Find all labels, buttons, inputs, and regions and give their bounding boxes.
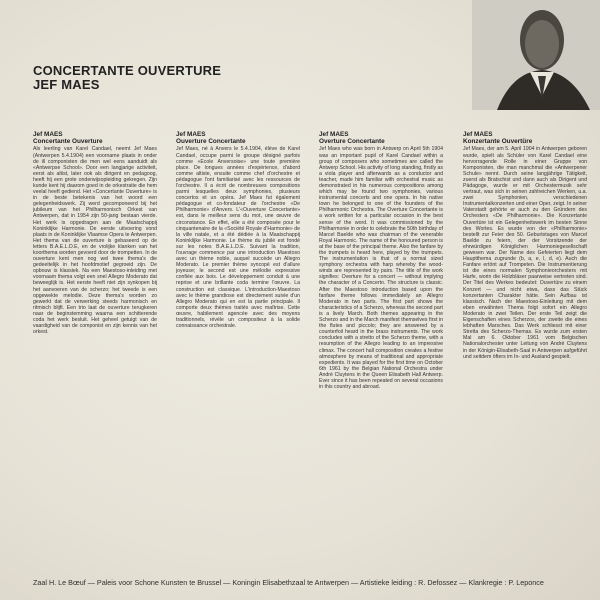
column-french [176,131,300,571]
column-german [463,131,587,566]
column-work-title: Ouverture Concertante [176,138,246,146]
column-body-text: Jef Maes who was born in Antwerp on April 5th 1904 was an important pupil of Karel Candael within a group of composers who sometimes are called the Antwerp School. His activity of long standing, firstly as a viola player and afterwards as a conductor and teacher, made him familiar with orchestral music as demonstrated in his numerous compositions among which may be found two symphonies, various instrumental concerts and one opera. In his native town he belonged to one of the founders of the Philharmonic Orchestra. The Overture Concertante is a work written for a particular occasion in the best sense of the word. It was commissioned by the Philharmonie in order to celebrate the 50th birthday of Marcel Baelde who was chairman of the venerable Royal Harmonic. The name of the honoured person is at the base of the principal theme. Also the fanfare by the trumpets is heard here, played by the trumpets. The instrumentation is that of a normal sized symphony orchestra with harp whereby the wood-winds are represented by pairs. The title of the work signifies: Overture for a concert — without implying the character of a Concerto. The structure is classic. After the Maestoso introduction based upon the fanfare theme follows immediately an Allegro Moderato in two parts. The first part shows the characteristics of a Scherzo, whereas the second part is a lively March. Both themes appearing in the Scherzo and in the March manifest themselves first in the flutes and piccolo; they are answered by a counterfoil heard in the brass instruments. The work concludes with a stretto of the Scherzo theme, with a resumption of the Allegro leading to an impressive climax. The concert hall composition creates a festive atmosphere by means of traditional and appropriate expedients. It was played for the first time on October 6th 1961 by the Belgian National Orchestra under André Cluytens in the Queen Elisabeth Hall Antwerp. Ever since it has been repeated on several occasions in this country and abroad. [319,146,443,391]
main-title [33,64,221,92]
composer-portrait-photo [472,0,600,110]
column-work-title: Overture Concertante [319,138,385,146]
credits-footer: Zaal H. Le Bœuf — Paleis voor Schone Kunsten te Brussel — Koningin Elisabethzaal te Antwerpen — Artistieke leiding : R. Defossez — Klankregie : P. Leponce [33,578,544,587]
column-composer-name: Jef MAES [33,131,63,138]
main-title-line-1: CONCERTANTE OUVERTURE [33,63,222,78]
column-composer-name: Jef MAES [319,131,349,138]
column-english [319,131,443,547]
column-work-title: Concertante Ouverture [33,138,103,146]
column-composer-name: Jef MAES [463,131,493,138]
column-work-title: Konzertante Ouvertüre [463,138,533,146]
portrait-icon [472,0,600,110]
column-composer-name: Jef MAES [176,131,206,138]
column-dutch [33,131,157,511]
main-title-line-2: JEF MAES [33,77,100,92]
column-body-text: Jef Maes, der am 5. April 1904 in Antwerpen geboren wurde, spielt als Schüler von Karel Candael eine hervorragende Rolle in einer Gruppe von Komponisten, die man manchmal die «Antwerpener Schule» nennt. Durch seine langjährige Tätigkeit, zuerst als Bratschist und dann auch als Dirigent und Pädagoge, wurde er mit Orchestermusik sehr vertraut, was sich in seinen zahlreichen Werken, u.a. zwei Symphonien, verschiedenen Instrumentalkonzerten und einer Oper, zeigt. In seiner Vaterstadt gehörte er auch zu den Gründern des Orchesters «De Philharmonie». Die Konzertante Ouvertüre ist ein Gelegenheitswerk im besten Sinne des Wortes. Es wurde von der «Philharmonie» bestellt zur Feier des 50. Geburtstages von Marcel Baelde zu feiern, der der Vorsitzende der ehrwürdigen Königlichen Harmoniegesellschaft gewesen war. Der Name des Gefeierten liegt dem Hauptthema zugrunde (b, a, e, l, d, e). Auch die Fanfare ertönt auf Trompeten. Die Instrumentierung ist die eines normalen Symphonieorchesters mit Harfe, worin die Holzbläser paarweise vertreten sind. Der Titel des Werkes bedeutet: Ouvertüre zu einem Konzert — und nicht etwa, dass das Stück konzertanten Charakter hätte. Sein Aufbau ist klassisch. Nach der Maestoso-Einleitung mit dem eben erwähnten Thema folgt sofort ein Allegro Moderato in zwei Teilen. Der erste Teil zeigt die Eigenschaften eines Scherzos, der zweite die eines lebhaften Marsches. Das Werk schliesst mit einer Stretta des Scherzo-Themas. Es wurde zum ersten Mal am 6. Oktober 1961 vom Belgischen Nationalorchester unter Leitung von André Cluytens in der Königin-Elisabeth-Saal in Antwerpen aufgeführt und seitdem öfters im In- und Ausland gespielt. [463,146,587,360]
column-body-text: Als leerling van Karel Candael, neemt Jef Maes (Antwerpen 5.4.1904) een voorname plaats in onder de ill componisten die men wel eens aanduidt als «Antwerpse School». Door een langjarige activiteit, eerst als altist, later ook als dirigent en pedagoog, heeft hij een grote onderwijsopleiding gekregen. Zijn kunde kent hij daarom goed in de orkestratie die hem veelal heeft gediend. Het «Concertante Ouverture» is in de beste betekenis van het woord een gelegenheidswerk. Zij werd gecomponeerd bij het jubileum van het Philharmonisch Orkest van Antwerpen, dat in 1954 zijn 50-jarig bestaan vierde. Het werk is opgedragen aan de Maatschappij Koninklijke Harmonie. De eerste uitvoering vond plaats in de Koninklijke Vlaamse Opera te Antwerpen. Het thema van de ouverture is gebaseerd op de letters B.A.E.L.D.E, en de vrolijke klanken van het koorthema worden gevoerd door de trompetten. In de ouverture kent men nog wel twee thema's die gedeeltelijk in het hoofdmotief gegroeid zijn. De opbouw is klassiek. Na een Maestoso-inleiding met voornaam thema volgt een snel Allegro Moderato dat beweeglijk is. Het eerste heeft niet zijn synkopen bij het aanvoeren van de scherzo; het tweede is een opgewekte melodie. Deze thema's worden zo gewerkt dat de verwerking steeds harmonisch en ritmisch blijft. Een trio laat de ouverture terugkeren naar de beginstemming waarna een schitterende coda het werk besluit. Het geheel getuigt van de vaardigheid van de componist en zijn kennis van het orkest. [33,146,157,336]
column-body-text: Jef Maes, né à Anvers le 5.4.1904, élève de Karel Candael, occupe parmi le groupe désigné parfois comme «Ecole Anversoise» une toute première place. De longues années d'expérience, d'abord comme altiste, ensuite comme chef d'orchestre et pédagogue l'ont familiarisé avec les ressources de l'orchestre. Il a écrit de nombreuses compositions parmi lesquelles deux symphonies, plusieurs concertos et un opéra. Jef Maes fut également pédagogue et co-fondateur de l'orchestre «De Philharmonie» d'Anvers. L'«Ouverture Concertante» est, dans le meilleur sens du mot, une œuvre de circonstance. En effet, elle a été composée pour le cinquantenaire de la «Société Royale d'Harmonie» de la ville natale, et a été dédiée à la Maatschappij Koninklijke Harmonie. Le thème du jubilé est fondé sur les notes B.A.E.L.D.E. Suivant la tradition, l'ouvrage commence par une introduction Maestoso avec un thème noble, auquel succède un Allegro Moderato. Le premier thème syncopé est d'allure joyeuse; le second est une mélodie expressive confiée aux bois. Le développement conduit à une reprise et une brillante coda termine l'œuvre. La construction est classique. L'introduction-Maestoso avec le thème grandiose est directement suivie d'un Allegro Moderato qui en est la partie principale. Il comporte deux thèmes traités avec maîtrise. Cette œuvre, habilement agencée avec des moyens traditionnels, révèle un compositeur à la solide connaissance orchestrale. [176,146,300,330]
